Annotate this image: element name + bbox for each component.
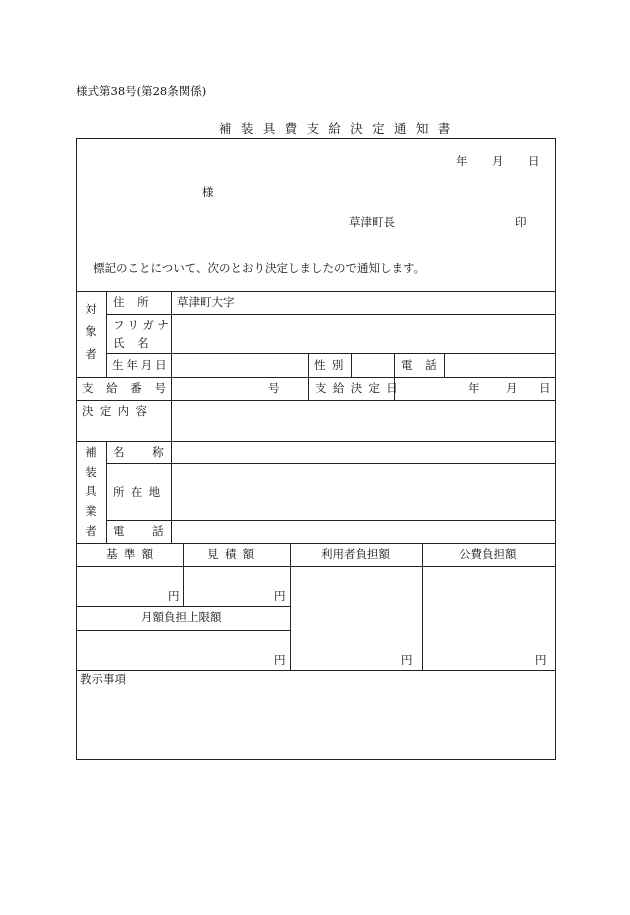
payment-number-label: 支給番号 (82, 381, 179, 395)
rule (290, 543, 291, 670)
rule (106, 463, 556, 464)
furigana-label: フリガナ (113, 318, 173, 332)
remarks-label: 教示事項 (80, 672, 126, 686)
decision-year: 年 (468, 381, 480, 395)
date-day: 日 (528, 154, 540, 168)
user-burden-yen: 円 (401, 653, 413, 667)
birthdate-label: 生年月日 (112, 358, 170, 372)
estimate-amount-yen: 円 (274, 589, 286, 603)
rule (106, 520, 556, 521)
rule (106, 353, 556, 354)
public-burden-yen: 円 (535, 653, 547, 667)
rule (308, 353, 309, 400)
form-number: 様式第38号(第28条関係) (76, 84, 207, 98)
rule (76, 606, 290, 607)
date-month: 月 (492, 154, 504, 168)
public-burden-label: 公費負担額 (459, 547, 517, 561)
rule (76, 377, 556, 378)
rule (76, 400, 556, 401)
seal-mark: 印 (515, 215, 527, 229)
user-burden-label: 利用者負担額 (321, 547, 390, 561)
decision-day: 日 (539, 381, 551, 395)
subject-group-label: 対 象 者 (85, 302, 97, 361)
rule (183, 543, 184, 606)
estimate-amount-label: 見積額 (207, 547, 261, 561)
address-value: 草津町大字 (177, 295, 235, 309)
decision-content-label: 決定内容 (82, 404, 154, 418)
date-year: 年 (456, 154, 468, 168)
rule (422, 543, 423, 670)
document-title: 補装具費支給決定通知書 (219, 121, 460, 136)
notice-text: 標記のことについて、次のとおり決定しましたので通知します。 (93, 261, 426, 275)
phone-label: 電話 (401, 358, 450, 372)
monthly-limit-label: 月額負担上限額 (141, 610, 222, 624)
rule (106, 441, 107, 543)
payment-number-suffix: 号 (268, 381, 280, 395)
recipient-honorific: 様 (202, 185, 214, 199)
rule (351, 353, 352, 377)
name-label: 氏名 (113, 336, 162, 350)
decision-date-label: 支給決定日 (315, 381, 405, 395)
rule (76, 566, 556, 567)
decision-month: 月 (506, 381, 518, 395)
rule (106, 314, 556, 315)
gender-label: 性別 (314, 358, 350, 372)
vendor-location-label: 所在地 (113, 485, 167, 499)
standard-amount-yen: 円 (168, 589, 180, 603)
vendor-phone-label: 電話 (113, 524, 192, 538)
rule (76, 291, 556, 292)
rule (76, 670, 556, 671)
vendor-name-label: 名称 (113, 445, 192, 459)
rule (106, 291, 107, 377)
issuer-name: 草津町長 (349, 215, 395, 229)
standard-amount-label: 基準額 (106, 547, 160, 561)
rule (76, 441, 556, 442)
rule (76, 543, 556, 544)
rule (76, 630, 290, 631)
monthly-limit-yen: 円 (274, 653, 286, 667)
vendor-group-label: 補 装 具 業 者 (85, 445, 97, 538)
address-label: 住所 (113, 295, 162, 309)
